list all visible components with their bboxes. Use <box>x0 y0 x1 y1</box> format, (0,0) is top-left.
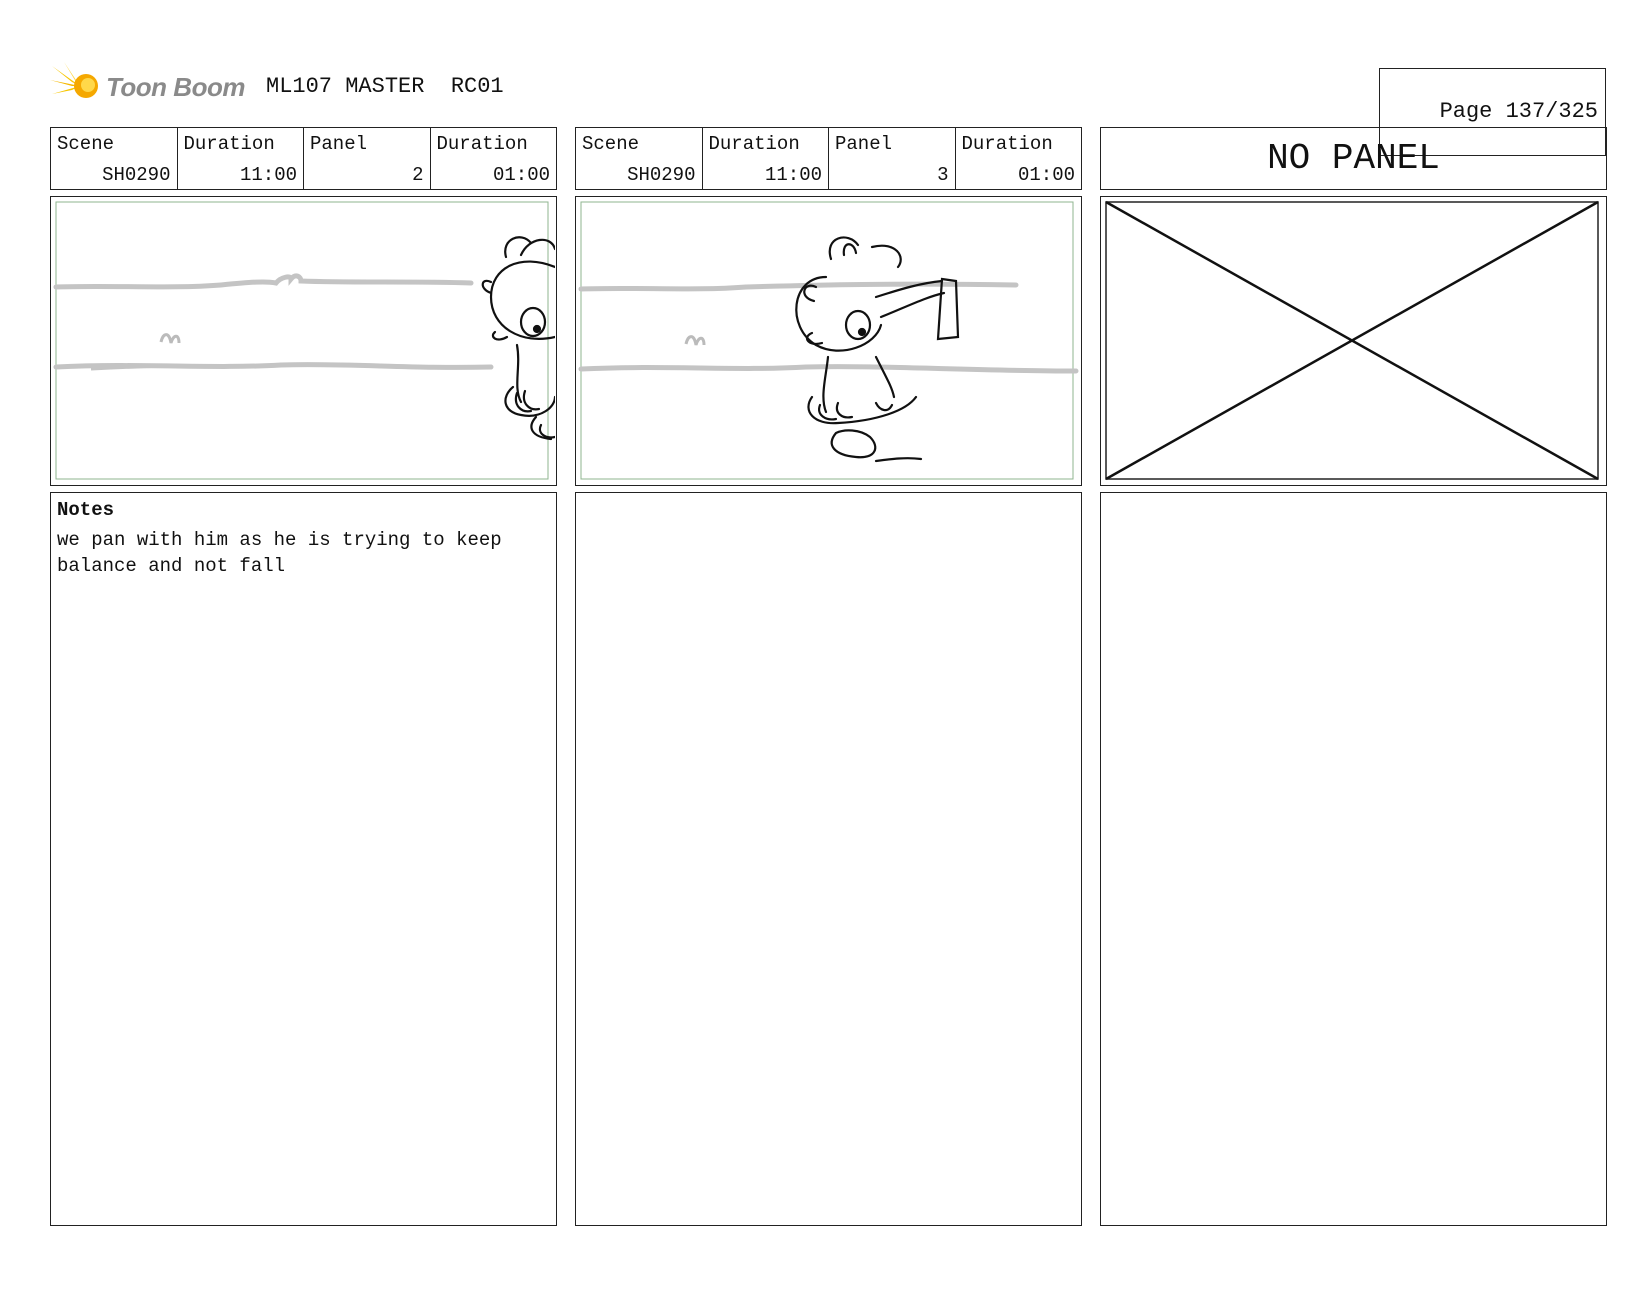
panel-duration-label: Duration <box>436 133 528 155</box>
notes-box <box>575 492 1082 1226</box>
scene-cell <box>51 128 178 189</box>
starburst-icon <box>50 60 106 114</box>
project-title: ML107 MASTER RC01 <box>266 74 504 99</box>
panel-value: 2 <box>412 164 424 186</box>
scene-duration-cell <box>178 128 305 189</box>
panel-label: Panel <box>310 133 368 155</box>
page-header <box>50 58 1610 124</box>
no-panel-label: NO PANEL <box>1267 138 1440 179</box>
sketch-drawing <box>51 197 555 484</box>
panel-label: Panel <box>835 133 893 155</box>
scene-label: Scene <box>57 133 115 155</box>
storyboard-frame <box>50 196 557 486</box>
panel-value: 3 <box>937 164 949 186</box>
toon-boom-logo <box>50 58 250 118</box>
scene-cell <box>576 128 703 189</box>
logo-text: Toon Boom <box>106 72 245 102</box>
page-number: Page 137/325 <box>1439 99 1598 124</box>
scene-value: SH0290 <box>102 164 171 186</box>
scene-label: Scene <box>582 133 640 155</box>
panel-info-bar <box>575 127 1082 190</box>
scene-duration-label: Duration <box>183 133 275 155</box>
panel-cell <box>829 128 956 189</box>
panel-info-bar <box>50 127 557 190</box>
panel-column-3 <box>1100 127 1607 1226</box>
panel-column-1 <box>50 127 557 1226</box>
storyboard-frame <box>575 196 1082 486</box>
empty-frame-cross-icon <box>1101 197 1605 484</box>
scene-duration-label: Duration <box>708 133 800 155</box>
panel-duration-cell <box>956 128 1082 189</box>
panel-duration-value: 01:00 <box>492 164 550 186</box>
scene-duration-cell <box>703 128 830 189</box>
notes-title: Notes <box>57 499 115 521</box>
sketch-drawing <box>576 197 1080 484</box>
panel-duration-value: 01:00 <box>1017 164 1075 186</box>
scene-value: SH0290 <box>627 164 696 186</box>
empty-frame <box>1100 196 1607 486</box>
notes-box <box>50 492 557 1226</box>
panel-cell <box>304 128 431 189</box>
notes-text: we pan with him as he is trying to keep balance and not fall <box>57 529 502 577</box>
panel-duration-cell <box>431 128 557 189</box>
scene-duration-value: 11:00 <box>764 164 822 186</box>
no-panel-bar <box>1100 127 1607 190</box>
panel-column-2 <box>575 127 1082 1226</box>
panel-duration-label: Duration <box>961 133 1053 155</box>
notes-box <box>1100 492 1607 1226</box>
scene-duration-value: 11:00 <box>239 164 297 186</box>
